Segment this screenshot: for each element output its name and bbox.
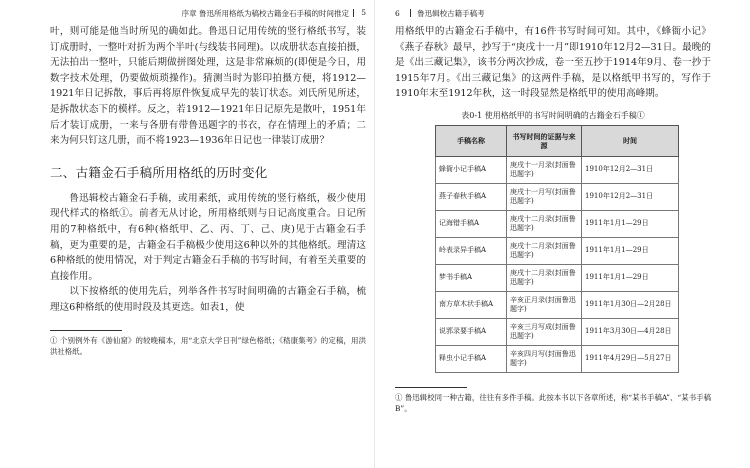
table-row bbox=[436, 291, 679, 318]
section-paragraph-2: 以下按格纸的使用先后，列举各件书写时间明确的古籍金石手稿，梳理这6种格纸的使用时段及其更迭。如表1，使 bbox=[50, 286, 366, 313]
table-row bbox=[436, 345, 679, 372]
column-header: 书写时间的证据与来源 bbox=[507, 125, 582, 156]
table-cell: 1911年3月30日—4月28日 bbox=[582, 318, 679, 345]
section-paragraph-1: 鲁迅辑校古籍金石手稿，或用素纸，或用传统的竖行格纸，极少使用现代样式的格纸①。前者无从讨论，所用格纸则与日记高度重合。日记所用的7种格纸中，有6种(格纸甲、乙、丙、丁、己、庚)见于古籍金石手稿，更为重要的是，古籍金石手稿极少使用这6种以外的其他格纸。理清这6种格纸的使用情况，对于判定古籍金石手稿的书写时间，有着至关重要的直接作用。 bbox=[50, 192, 366, 282]
table-row bbox=[436, 237, 679, 264]
left-header-title: 序章 鲁迅所用格纸为稿校古籍金石手稿的时间推定 bbox=[181, 9, 349, 18]
right-footnote: ① 鲁迅辑校同一种古籍，往往有多件手稿。此按本书以下各章所述，称“某书手稿A”、“某书手稿B”。 bbox=[395, 392, 711, 413]
table-cell: 庚戌十一月写(封面鲁迅题字) bbox=[507, 183, 582, 210]
table-cell: 蜂衙小记手稿A bbox=[436, 156, 507, 183]
manuscript-table bbox=[435, 125, 679, 373]
table-cell: 梦书手稿A bbox=[436, 264, 507, 291]
header-divider bbox=[353, 9, 354, 17]
table-row bbox=[436, 318, 679, 345]
table-cell: 1911年1月30日—2月28日 bbox=[582, 291, 679, 318]
left-running-header bbox=[50, 8, 366, 24]
table-caption: 表0-1 使用格纸甲的书写时间明确的古籍金石手稿① bbox=[461, 110, 645, 120]
table-cell: 辛亥正月录(封面鲁迅题字) bbox=[507, 291, 582, 318]
header-divider bbox=[410, 9, 411, 17]
left-body-paragraph: 叶，则可能是他当时所见的确如此。鲁迅日记用传统的竖行格纸书写，装订成册时，一整叶对折为两个半叶(与线装书同理)。以成册状态直接拍摄，无法拍出一整叶，只能后期做拼图处理，这是非常麻烦的(即便是今日，用数字技术处理，仍要做烦琐操作)。猜测当时为影印拍摄方便，将1912—1921年日记拆散，事后再将原件恢复成早先的装订状态。刘氏所见所述，是拆散状态下的模样。反之，若1912—1921年日记原先是散叶，1951年后才装订成册，一来与各册有带鲁迅题字的书衣，存在情理上的矛盾；二来为何只钉这几册，而不将1923—1936年日记也一律装订成册？ bbox=[50, 26, 366, 147]
table-cell: 1911年1月1—29日 bbox=[582, 264, 679, 291]
table-cell: 辛亥三月写成(封面鲁迅题字) bbox=[507, 318, 582, 345]
table-cell: 南方草木状手稿A bbox=[436, 291, 507, 318]
table-cell: 1910年12月2—31日 bbox=[582, 183, 679, 210]
right-header-title: 鲁迅辑校古籍手稿考 bbox=[417, 9, 485, 18]
table-cell: 庚戌十二月录(封面鲁迅题字) bbox=[507, 210, 582, 237]
table-cell: 燕子春秋手稿A bbox=[436, 183, 507, 210]
table-row bbox=[436, 183, 679, 210]
table-row bbox=[436, 264, 679, 291]
table-cell: 辛亥四月写(封面鲁迅题字) bbox=[507, 345, 582, 372]
table-header-row bbox=[436, 125, 679, 156]
table-cell: 庚戌十二月录(封面鲁迅题字) bbox=[507, 237, 582, 264]
column-header: 手稿名称 bbox=[436, 125, 507, 156]
table-cell: 庚戌十一月录(封面鲁迅题字) bbox=[507, 156, 582, 183]
section-heading: 二、古籍金石手稿所用格纸的历时变化 bbox=[50, 164, 268, 180]
table-cell: 岭表录异手稿A bbox=[436, 237, 507, 264]
table-cell: 1911年1月1—29日 bbox=[582, 210, 679, 237]
column-header: 时间 bbox=[582, 125, 679, 156]
footnote-rule bbox=[395, 387, 467, 388]
table-cell: 1910年12月2—31日 bbox=[582, 156, 679, 183]
table-row bbox=[436, 156, 679, 183]
table-row bbox=[436, 210, 679, 237]
right-page-number: 6 bbox=[395, 9, 400, 18]
right-body-paragraph: 用格纸甲的古籍金石手稿中，有16件书写时间可知。其中，《蜂衙小记》《燕子春秋》最早，抄写于“庚戌十一月”即1910年12月2—31日。最晚的是《出三藏记集》，该书分两次抄成，卷一至五抄于1914年9月、卷一抄于1915年7月。《出三藏记集》的这两件手稿，是以格纸甲书写的，写作于1910年末至1912年秋，这一时段显然是格纸甲的使用高峰期。 bbox=[395, 26, 711, 100]
right-running-header bbox=[395, 8, 711, 24]
table-cell: 庚戌十二月录(封面鲁迅题字) bbox=[507, 264, 582, 291]
spine-gutter bbox=[374, 0, 375, 468]
left-page-number: 5 bbox=[361, 8, 366, 17]
right-page bbox=[395, 0, 711, 468]
left-page bbox=[50, 0, 366, 468]
table-cell: 1911年4月29日—5月27日 bbox=[582, 345, 679, 372]
table-cell: 说郛录要手稿A bbox=[436, 318, 507, 345]
table-cell: 1911年1月1—29日 bbox=[582, 237, 679, 264]
table-cell: 释虫小记手稿A bbox=[436, 345, 507, 372]
table-cell: 记海错手稿A bbox=[436, 210, 507, 237]
left-footnote: ① 个别例外有《游仙窟》的较晚稿本，用“北京大学日刊”绿色格纸；《嵇康集考》的定稿，用洪洪社格纸。 bbox=[50, 335, 366, 356]
footnote-rule bbox=[50, 330, 122, 331]
